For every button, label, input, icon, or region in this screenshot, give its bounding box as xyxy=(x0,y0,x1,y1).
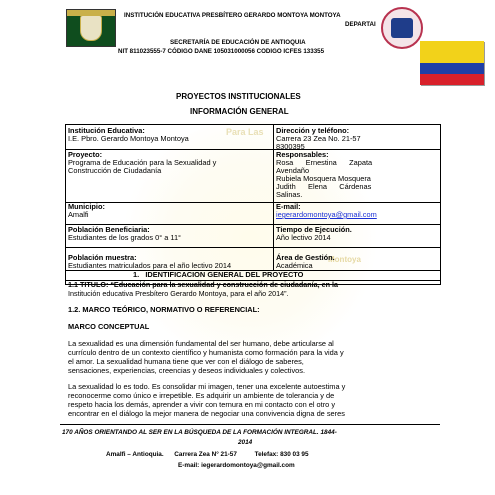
responsables-label: Responsables: xyxy=(276,150,329,159)
responsable-3b: Salinas. xyxy=(276,190,303,199)
responsable-1b: Avendaño xyxy=(276,166,310,175)
paragraph-2-line-3: respeto hacia los demás, aprender a vivir con ternura en mi contacto con el otro y xyxy=(68,400,336,409)
marco-conceptual-heading: MARCO CONCEPTUAL xyxy=(68,322,150,331)
institucion-value: I.E. Pbro. Gerardo Montoya Montoya xyxy=(68,134,189,143)
main-title: PROYECTOS INSTITUCIONALES xyxy=(176,92,301,101)
direccion-value-1: Carrera 23 Zea No. 21-57 xyxy=(276,134,361,143)
municipio-label: Municipio: xyxy=(68,202,105,211)
area-value: Académica xyxy=(276,261,313,270)
watermark-text-left: Para Las xyxy=(226,127,264,137)
paragraph-1-line-2: currículo dentro de un contexto científico y humanista como formación para la vida y xyxy=(68,348,344,357)
department-name: DEPARTAI xyxy=(345,21,376,28)
poblacion-label: Población Beneficiaria: xyxy=(68,225,150,234)
responsable-3: Judith Elena Cárdenas xyxy=(276,182,372,191)
email-label: E-mail: xyxy=(276,202,301,211)
footer-address: Amalfi – Antioquia. Carrera Zea N° 21-57 Telefax: 830 03 95 xyxy=(106,451,309,458)
area-label: Área de Gestión. xyxy=(276,253,335,262)
footer-motto-2: 2014 xyxy=(238,439,253,446)
identificacion-heading: 1. IDENTIFICACION GENERAL DEL PROYECTO xyxy=(133,270,304,279)
seal-shield-icon xyxy=(391,18,413,38)
paragraph-1-line-1: La sexualidad es una dimensión fundamental del ser humano, debe articularse al xyxy=(68,339,334,348)
institution-codes: NIT 811023555-7 CÓDIGO DANE 105031000056 CODIGO ICFES 133355 xyxy=(118,48,325,55)
tiempo-label: Tiempo de Ejecución. xyxy=(276,225,352,234)
footer-email: E-mail: iegerardomontoya@gmail.com xyxy=(178,462,295,469)
secretariat-name: SECRETARÍA DE EDUCACIÓN DE ANTIOQUIA xyxy=(170,39,306,46)
responsable-1: Rosa Ernestina Zapata xyxy=(276,158,373,167)
email-link[interactable]: iegerardomontoya@gmail.com xyxy=(276,210,377,219)
tiempo-value: Año lectivo 2014 xyxy=(276,233,331,242)
sub-title: INFORMACIÓN GENERAL xyxy=(190,107,289,116)
responsable-2: Rubiela Mosquera Mosquera xyxy=(276,174,371,183)
footer-divider xyxy=(60,424,440,425)
footer-motto-1: 170 AÑOS ORIENTANDO AL SER EN LA BÚSQUEDA DE LA FORMACIÓN INTEGRAL. 1844- xyxy=(62,429,337,436)
direccion-label: Dirección y teléfono: xyxy=(276,126,350,135)
proyecto-value-1: Programa de Educación para la Sexualidad y xyxy=(68,158,217,167)
poblacion-value: Estudiantes de los grados 0° a 11° xyxy=(68,233,182,242)
paragraph-2-line-1: La sexualidad lo es todo. Es consolidar mi imagen, tener una excelente autoestima y xyxy=(68,382,346,391)
school-logo xyxy=(66,9,116,47)
paragraph-1-line-3: el amor. La sexualidad humana tiene que ver con el diálogo de saberes, xyxy=(68,357,304,366)
titulo-line-2: Institución educativa Presbítero Gerardo Montoya, para el año 2014”. xyxy=(68,289,289,298)
paragraph-2-line-2: reconocerme como único e irrepetible. Es adquirir un ambiente de tolerancia y de xyxy=(68,391,335,400)
paragraph-1-line-4: sensaciones, experiencias, creencias y deseos individuales y colectivos. xyxy=(68,366,306,375)
institucion-label: Institución Educativa: xyxy=(68,126,145,135)
titulo-line-1: 1.1 TITULO: “Educación para la sexualidad y construcción de ciudadanía, en la xyxy=(68,280,339,289)
marco-teorico-heading: 1.2. MARCO TEÓRICO, NORMATIVO O REFERENCIAL: xyxy=(68,305,260,314)
municipio-value: Amalfi xyxy=(68,210,89,219)
paragraph-2-line-4: encontrar en el diálogo la mejor manera de negociar una convivencia digna de seres xyxy=(68,409,345,418)
institution-name: INSTITUCIÓN EDUCATIVA PRESBÍTERO GERARDO MONTOYA MONTOYA xyxy=(124,12,341,19)
school-crest-icon xyxy=(80,15,102,41)
muestra-label: Población muestra: xyxy=(68,253,137,262)
department-seal xyxy=(381,7,423,49)
direccion-value-2: 8300395 xyxy=(276,142,305,151)
proyecto-value-2: Construcción de Ciudadanía xyxy=(68,166,162,175)
proyecto-label: Proyecto: xyxy=(68,150,103,159)
muestra-value: Estudiantes matriculados para el año lectivo 2014 xyxy=(68,261,232,270)
antioquia-flag xyxy=(420,41,484,85)
watermark-text-right: Montoya xyxy=(328,255,361,264)
